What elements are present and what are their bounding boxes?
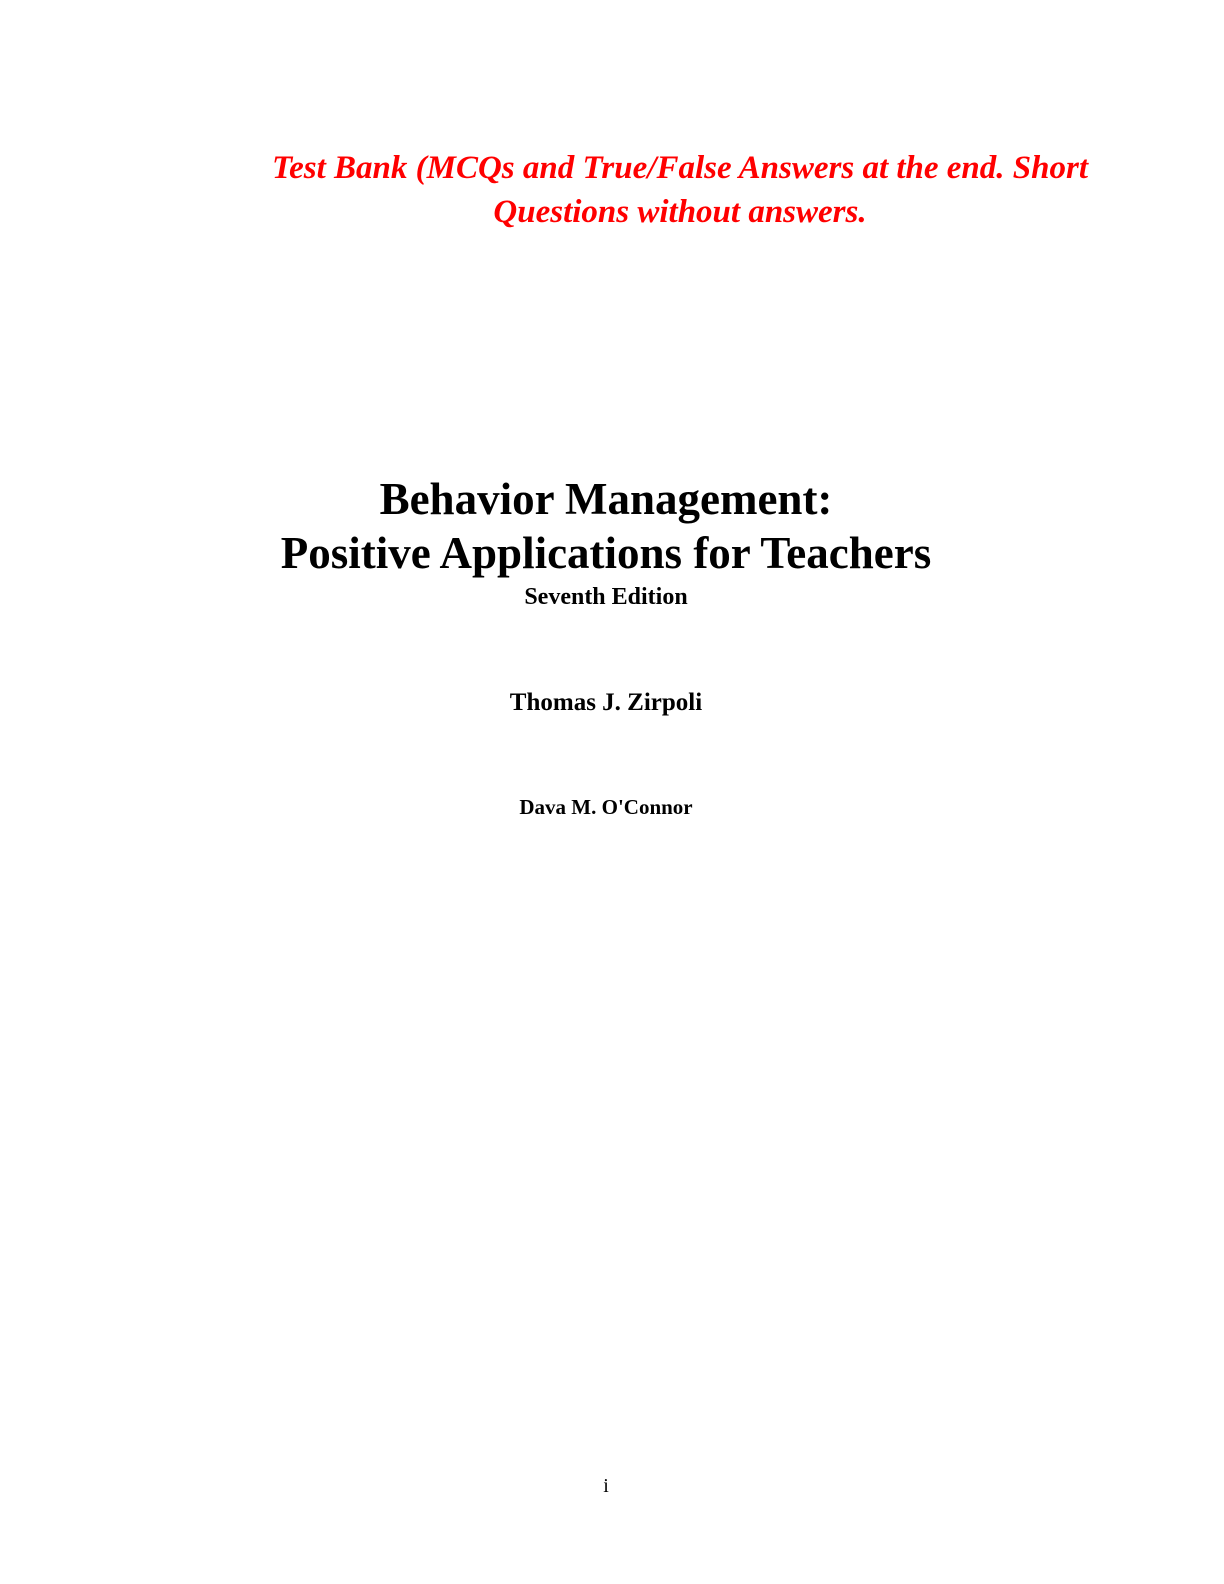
book-title-block: [0, 472, 1212, 614]
edition-label: Seventh Edition: [524, 584, 688, 610]
notice-line-1: Test Bank (MCQs and True/False Answers at the end. Short: [271, 150, 1088, 186]
book-title-line-2: Positive Applications for Teachers: [280, 528, 932, 578]
test-bank-notice: [200, 146, 1160, 234]
author-secondary: Dava M. O'Connor: [519, 795, 693, 819]
book-title-line-1: Behavior Management:: [379, 474, 833, 524]
notice-line-2: Questions without answers.: [493, 194, 867, 230]
author-primary: Thomas J. Zirpoli: [509, 689, 703, 716]
page-number: i: [603, 1475, 609, 1497]
